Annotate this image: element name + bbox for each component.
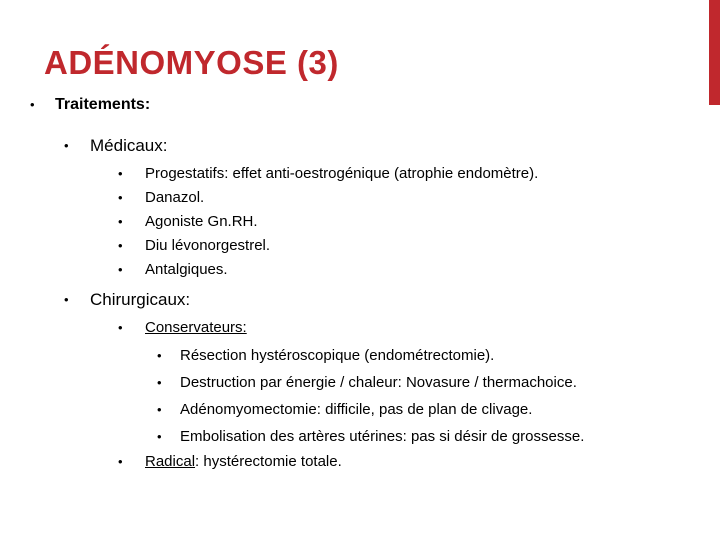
bullet: • [157, 402, 162, 417]
list-item: Progestatifs: effet anti-oestrogénique (atrophie endomètre). [145, 165, 539, 182]
list-item: Agoniste Gn.RH. [145, 213, 258, 230]
subsection-label-chirurgicaux: Chirurgicaux: [90, 290, 191, 309]
radical-text: : hystérectomie totale. [195, 453, 342, 470]
list-item: Adénomyomectomie: difficile, pas de plan de clivage. [180, 401, 533, 418]
bullet: • [157, 348, 162, 363]
bullet: • [118, 320, 123, 335]
bullet: • [157, 429, 162, 444]
section-label-traitements: Traitements: [55, 96, 151, 113]
bullet: • [118, 238, 123, 253]
conservative-label: Conservateurs: [145, 319, 247, 336]
list-item: Diu lévonorgestrel. [145, 237, 271, 254]
radical-label: Radical [145, 453, 196, 470]
bullet: • [64, 292, 69, 307]
list-item: Embolisation des artères utérines: pas si désir de grossesse. [180, 428, 585, 445]
accent-bar [709, 0, 720, 105]
bullet: • [30, 97, 35, 112]
bullet: • [118, 166, 123, 181]
bullet: • [64, 138, 69, 153]
list-item: Destruction par énergie / chaleur: Novasure / thermachoice. [180, 374, 577, 391]
bullet: • [118, 190, 123, 205]
radical-item [145, 453, 342, 471]
list-item: Résection hystéroscopique (endométrectomie). [180, 347, 495, 364]
bullet: • [157, 375, 162, 390]
bullet: • [118, 214, 123, 229]
bullet: • [118, 454, 123, 469]
list-item: Danazol. [145, 189, 205, 206]
list-item: Antalgiques. [145, 261, 228, 278]
slide-title: ADÉNOMYOSE (3) [44, 44, 339, 81]
bullet: • [118, 262, 123, 277]
subsection-label-medicaux: Médicaux: [90, 136, 168, 155]
